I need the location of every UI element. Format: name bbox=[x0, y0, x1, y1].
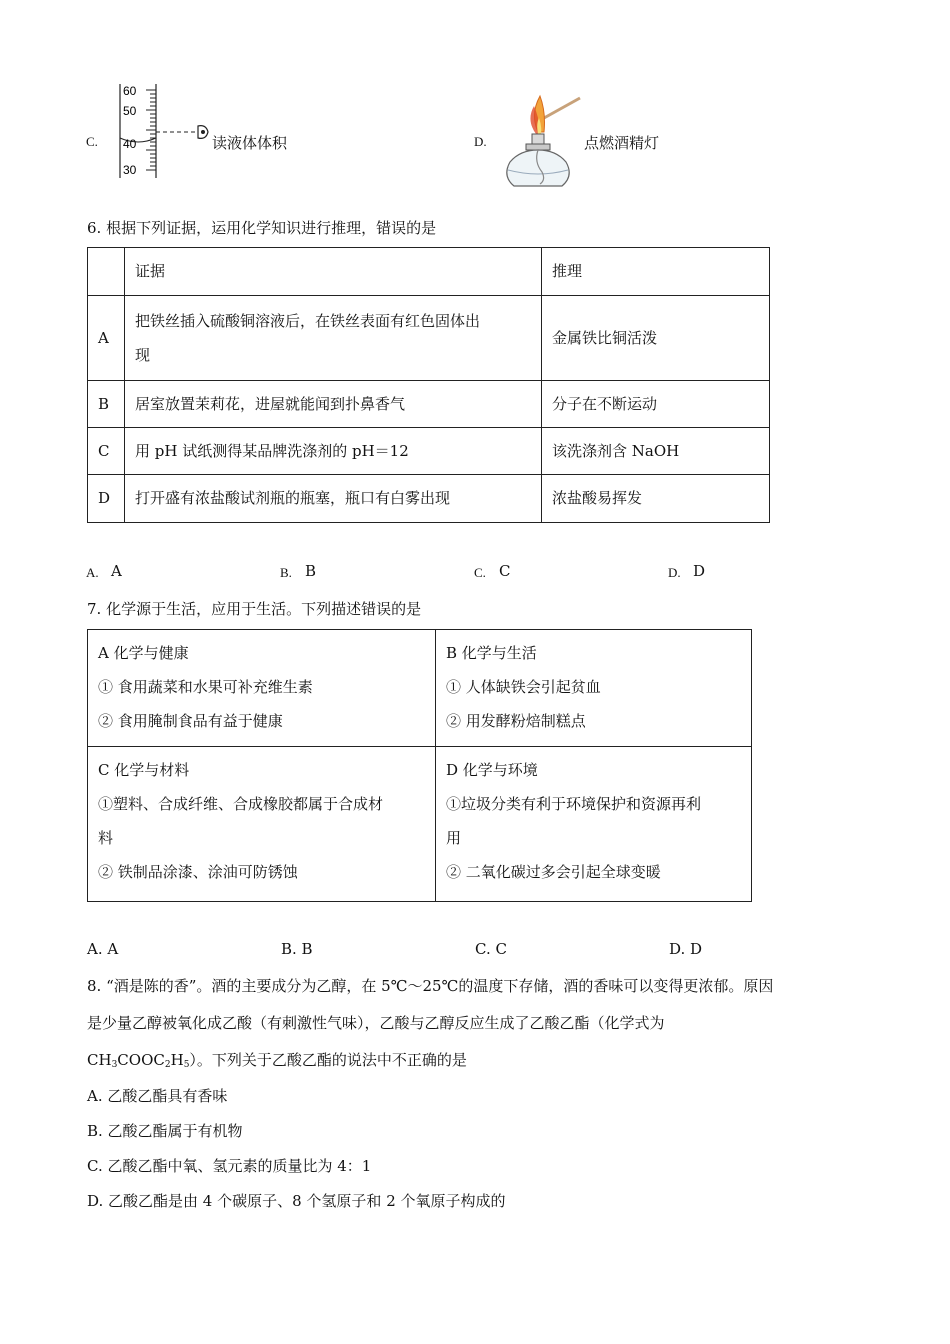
svg-text:40: 40 bbox=[123, 137, 137, 151]
q8-stem-tail: ）。下列关于乙酸乙酯的说法中不正确的是 bbox=[189, 1051, 467, 1069]
q7-cell-c bbox=[88, 747, 436, 902]
table-row bbox=[88, 475, 770, 523]
q6-row-key: D bbox=[88, 475, 125, 523]
q7-option-b: B. B bbox=[281, 940, 313, 958]
q6-row-evidence-line: 把铁丝插入硫酸铜溶液后，在铁丝表面有红色固体出 bbox=[135, 312, 481, 330]
q7-cell-line: ② 用发酵粉焙制糕点 bbox=[446, 712, 586, 730]
q7-cell-title: A 化学与健康 bbox=[98, 644, 189, 662]
svg-text:60: 60 bbox=[123, 84, 137, 98]
q6-row-key: B bbox=[88, 381, 125, 428]
q5-option-c-label: 读液体体积 bbox=[212, 134, 288, 152]
q6-row-evidence-line: 现 bbox=[135, 346, 151, 364]
q6-row-evidence: 居室放置茉莉花，进屋就能闻到扑鼻香气 bbox=[125, 381, 542, 428]
q7-cell-title: B 化学与生活 bbox=[446, 644, 537, 662]
q6-header-key bbox=[88, 248, 125, 296]
q7-cell-line: ② 食用腌制食品有益于健康 bbox=[98, 712, 283, 730]
q6-row-inference: 浓盐酸易挥发 bbox=[542, 475, 770, 523]
q8-stem-line2: 是少量乙醇被氧化成乙酸（有刺激性气味），乙酸与乙醇反应生成了乙酸乙酯（化学式为 bbox=[87, 1014, 665, 1032]
q6-row-inference: 分子在不断运动 bbox=[542, 381, 770, 428]
q6-option-a-text: A bbox=[111, 562, 122, 580]
q8-option-a: A. 乙酸乙酯具有香味 bbox=[87, 1087, 228, 1105]
q5-option-d-label: 点燃酒精灯 bbox=[584, 134, 660, 152]
q7-cell-title: C 化学与材料 bbox=[98, 761, 190, 779]
table-row bbox=[88, 296, 770, 381]
q6-row-evidence: 用 pH 试纸测得某品牌洗涤剂的 pH＝12 bbox=[125, 428, 542, 475]
q8-option-c: C. 乙酸乙酯中氧、氢元素的质量比为 4：1 bbox=[87, 1157, 372, 1175]
svg-text:50: 50 bbox=[123, 104, 137, 118]
q7-cell-line: ② 铁制品涂漆、涂油可防锈蚀 bbox=[98, 863, 298, 881]
q8-stem-line3 bbox=[87, 1049, 467, 1070]
q7-option-c: C. C bbox=[475, 940, 507, 958]
q6-row-inference: 金属铁比铜活泼 bbox=[542, 296, 770, 381]
q8-stem-line1: 8. “酒是陈的香”。酒的主要成分为乙醇，在 5℃～25℃的温度下存储，酒的香味可以变得更浓郁。原因 bbox=[87, 977, 774, 995]
q6-header-evidence: 证据 bbox=[125, 248, 542, 296]
q7-cell-d bbox=[436, 747, 752, 902]
q6-option-b-letter: B. bbox=[280, 565, 292, 580]
q5-option-d-letter: D. bbox=[474, 134, 487, 149]
q7-option-a: A. A bbox=[87, 940, 119, 958]
q6-row-key: A bbox=[88, 296, 125, 381]
q6-row-evidence bbox=[125, 296, 542, 381]
svg-text:30: 30 bbox=[123, 163, 137, 177]
q8-option-d: D. 乙酸乙酯是由 4 个碳原子、8 个氢原子和 2 个氧原子构成的 bbox=[87, 1192, 506, 1210]
q7-cell-line: ② 二氧化碳过多会引起全球变暖 bbox=[446, 863, 661, 881]
table-row bbox=[88, 747, 752, 902]
q7-cell-b bbox=[436, 630, 752, 747]
table-row bbox=[88, 248, 770, 296]
q6-option-c-text: C bbox=[499, 562, 511, 580]
q6-option-c-letter: C. bbox=[474, 565, 486, 580]
q7-cell-line: ①塑料、合成纤维、合成橡胶都属于合成材 bbox=[98, 795, 384, 813]
q7-cell-line: ①垃圾分类有利于环境保护和资源再利 bbox=[446, 795, 702, 813]
table-row bbox=[88, 381, 770, 428]
alcohol-lamp-diagram bbox=[496, 92, 586, 192]
q7-cell-line: 用 bbox=[446, 829, 462, 847]
q7-cell-title: D 化学与环境 bbox=[446, 761, 538, 779]
q6-row-inference: 该洗涤剂含 NaOH bbox=[542, 428, 770, 475]
q6-row-key: C bbox=[88, 428, 125, 475]
q7-cell-line: 料 bbox=[98, 829, 114, 847]
table-row bbox=[88, 630, 752, 747]
q7-option-d: D. D bbox=[669, 940, 703, 958]
q7-cell-line: ① 食用蔬菜和水果可补充维生素 bbox=[98, 678, 313, 696]
q6-option-a-letter: A. bbox=[86, 565, 99, 580]
q5-option-c-letter: C. bbox=[86, 134, 98, 149]
q6-table bbox=[87, 247, 770, 523]
graduated-cylinder-diagram bbox=[110, 80, 220, 184]
q7-cell-line: ① 人体缺铁会引起贫血 bbox=[446, 678, 601, 696]
q7-cell-a bbox=[88, 630, 436, 747]
q7-stem: 7. 化学源于生活，应用于生活。下列描述错误的是 bbox=[87, 600, 422, 618]
q6-option-d-text: D bbox=[693, 562, 706, 580]
q6-stem: 6. 根据下列证据，运用化学知识进行推理，错误的是 bbox=[87, 219, 437, 237]
q6-option-d-letter: D. bbox=[668, 565, 681, 580]
q6-header-inference: 推理 bbox=[542, 248, 770, 296]
q6-option-b-text: B bbox=[305, 562, 317, 580]
q8-formula: $CH_3COOC_2H_5$ bbox=[87, 1051, 190, 1070]
q6-row-evidence: 打开盛有浓盐酸试剂瓶的瓶塞，瓶口有白雾出现 bbox=[125, 475, 542, 523]
table-row bbox=[88, 428, 770, 475]
q8-option-b: B. 乙酸乙酯属于有机物 bbox=[87, 1122, 243, 1140]
q7-table bbox=[87, 629, 752, 902]
